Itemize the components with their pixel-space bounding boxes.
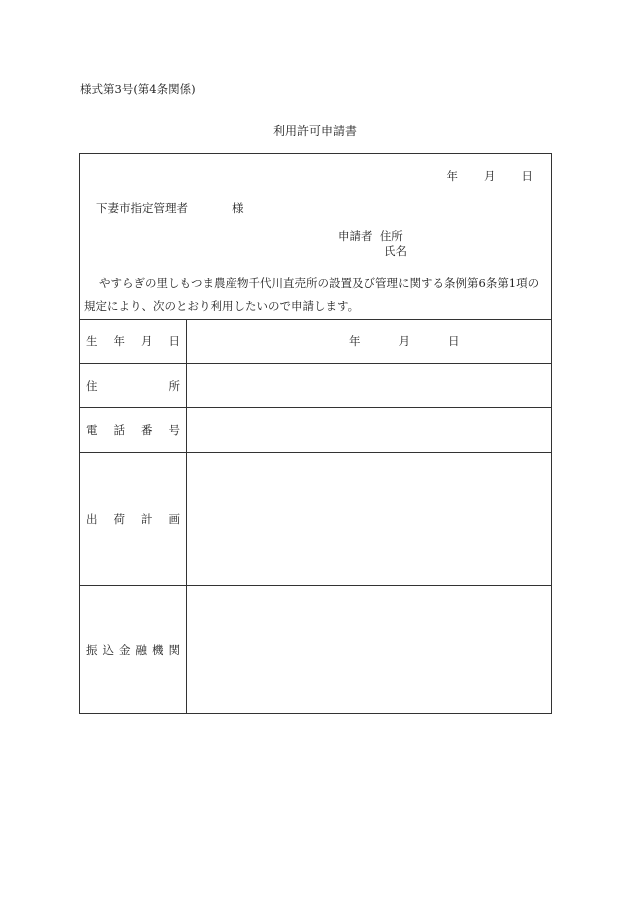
form-number: 様式第3号(第4条関係) xyxy=(80,82,196,96)
label-char: 月 xyxy=(141,334,153,348)
applicant-address-label[interactable]: 住所 xyxy=(379,229,403,243)
label-char: 金 xyxy=(119,643,131,657)
bank-label xyxy=(80,586,187,714)
table-row-address xyxy=(80,364,551,408)
date-month-label: 月 xyxy=(484,169,496,183)
label-char: 番 xyxy=(141,423,153,437)
table-row-birth-date xyxy=(80,319,551,364)
address-field[interactable] xyxy=(187,364,551,407)
label-char: 画 xyxy=(168,512,180,526)
date-year-label: 年 xyxy=(446,169,458,183)
label-char: 所 xyxy=(168,378,180,393)
label-char: 出 xyxy=(86,512,98,526)
applicant-block xyxy=(338,229,407,259)
table-row-phone xyxy=(80,408,551,453)
label-char: 生 xyxy=(86,334,98,348)
label-char: 計 xyxy=(141,512,153,526)
phone-field[interactable] xyxy=(187,408,551,452)
applicant-label: 申請者 xyxy=(338,229,373,243)
shipment-plan-field[interactable] xyxy=(187,453,551,585)
birth-date-placeholder xyxy=(349,333,460,349)
label-char: 年 xyxy=(113,334,125,348)
document-title: 利用許可申請書 xyxy=(272,124,357,138)
form-table xyxy=(80,319,551,714)
label-char: 話 xyxy=(113,423,125,437)
table-row-shipment-plan xyxy=(80,453,551,586)
declaration-line-2: 規定により、次のとおり利用したいので申請します。 xyxy=(84,299,360,313)
phone-label xyxy=(80,408,187,452)
label-char: 電 xyxy=(86,423,98,437)
table-row-bank xyxy=(80,586,551,714)
birth-date-label xyxy=(80,319,187,363)
label-char: 機 xyxy=(152,643,164,657)
application-date[interactable] xyxy=(447,168,534,184)
label-char: 込 xyxy=(102,643,114,657)
label-char: 荷 xyxy=(113,512,125,526)
declaration-line-1: やすらぎの里しもつま農産物千代川直売所の設置及び管理に関する条例第6条第1項の xyxy=(99,276,540,290)
bank-field[interactable] xyxy=(187,586,551,714)
addressee-name: 下妻市指定管理者 xyxy=(96,201,188,215)
applicant-name-label[interactable]: 氏名 xyxy=(384,244,407,258)
label-char: 号 xyxy=(168,423,180,437)
header-section xyxy=(80,154,551,320)
label-char: 関 xyxy=(168,643,180,657)
birth-date-field[interactable] xyxy=(187,319,551,363)
label-char: 振 xyxy=(86,643,98,657)
declaration-text xyxy=(84,272,549,318)
birth-day-label: 日 xyxy=(448,334,460,348)
label-char: 住 xyxy=(86,378,98,393)
label-char: 融 xyxy=(135,643,147,657)
honorific: 様 xyxy=(232,201,244,215)
shipment-plan-label xyxy=(80,453,187,585)
label-char: 日 xyxy=(168,334,180,348)
addressee xyxy=(96,200,244,216)
application-form xyxy=(79,153,552,714)
birth-month-label: 月 xyxy=(398,334,410,348)
address-label xyxy=(80,364,187,407)
birth-year-label: 年 xyxy=(349,334,361,348)
date-day-label: 日 xyxy=(521,169,533,183)
